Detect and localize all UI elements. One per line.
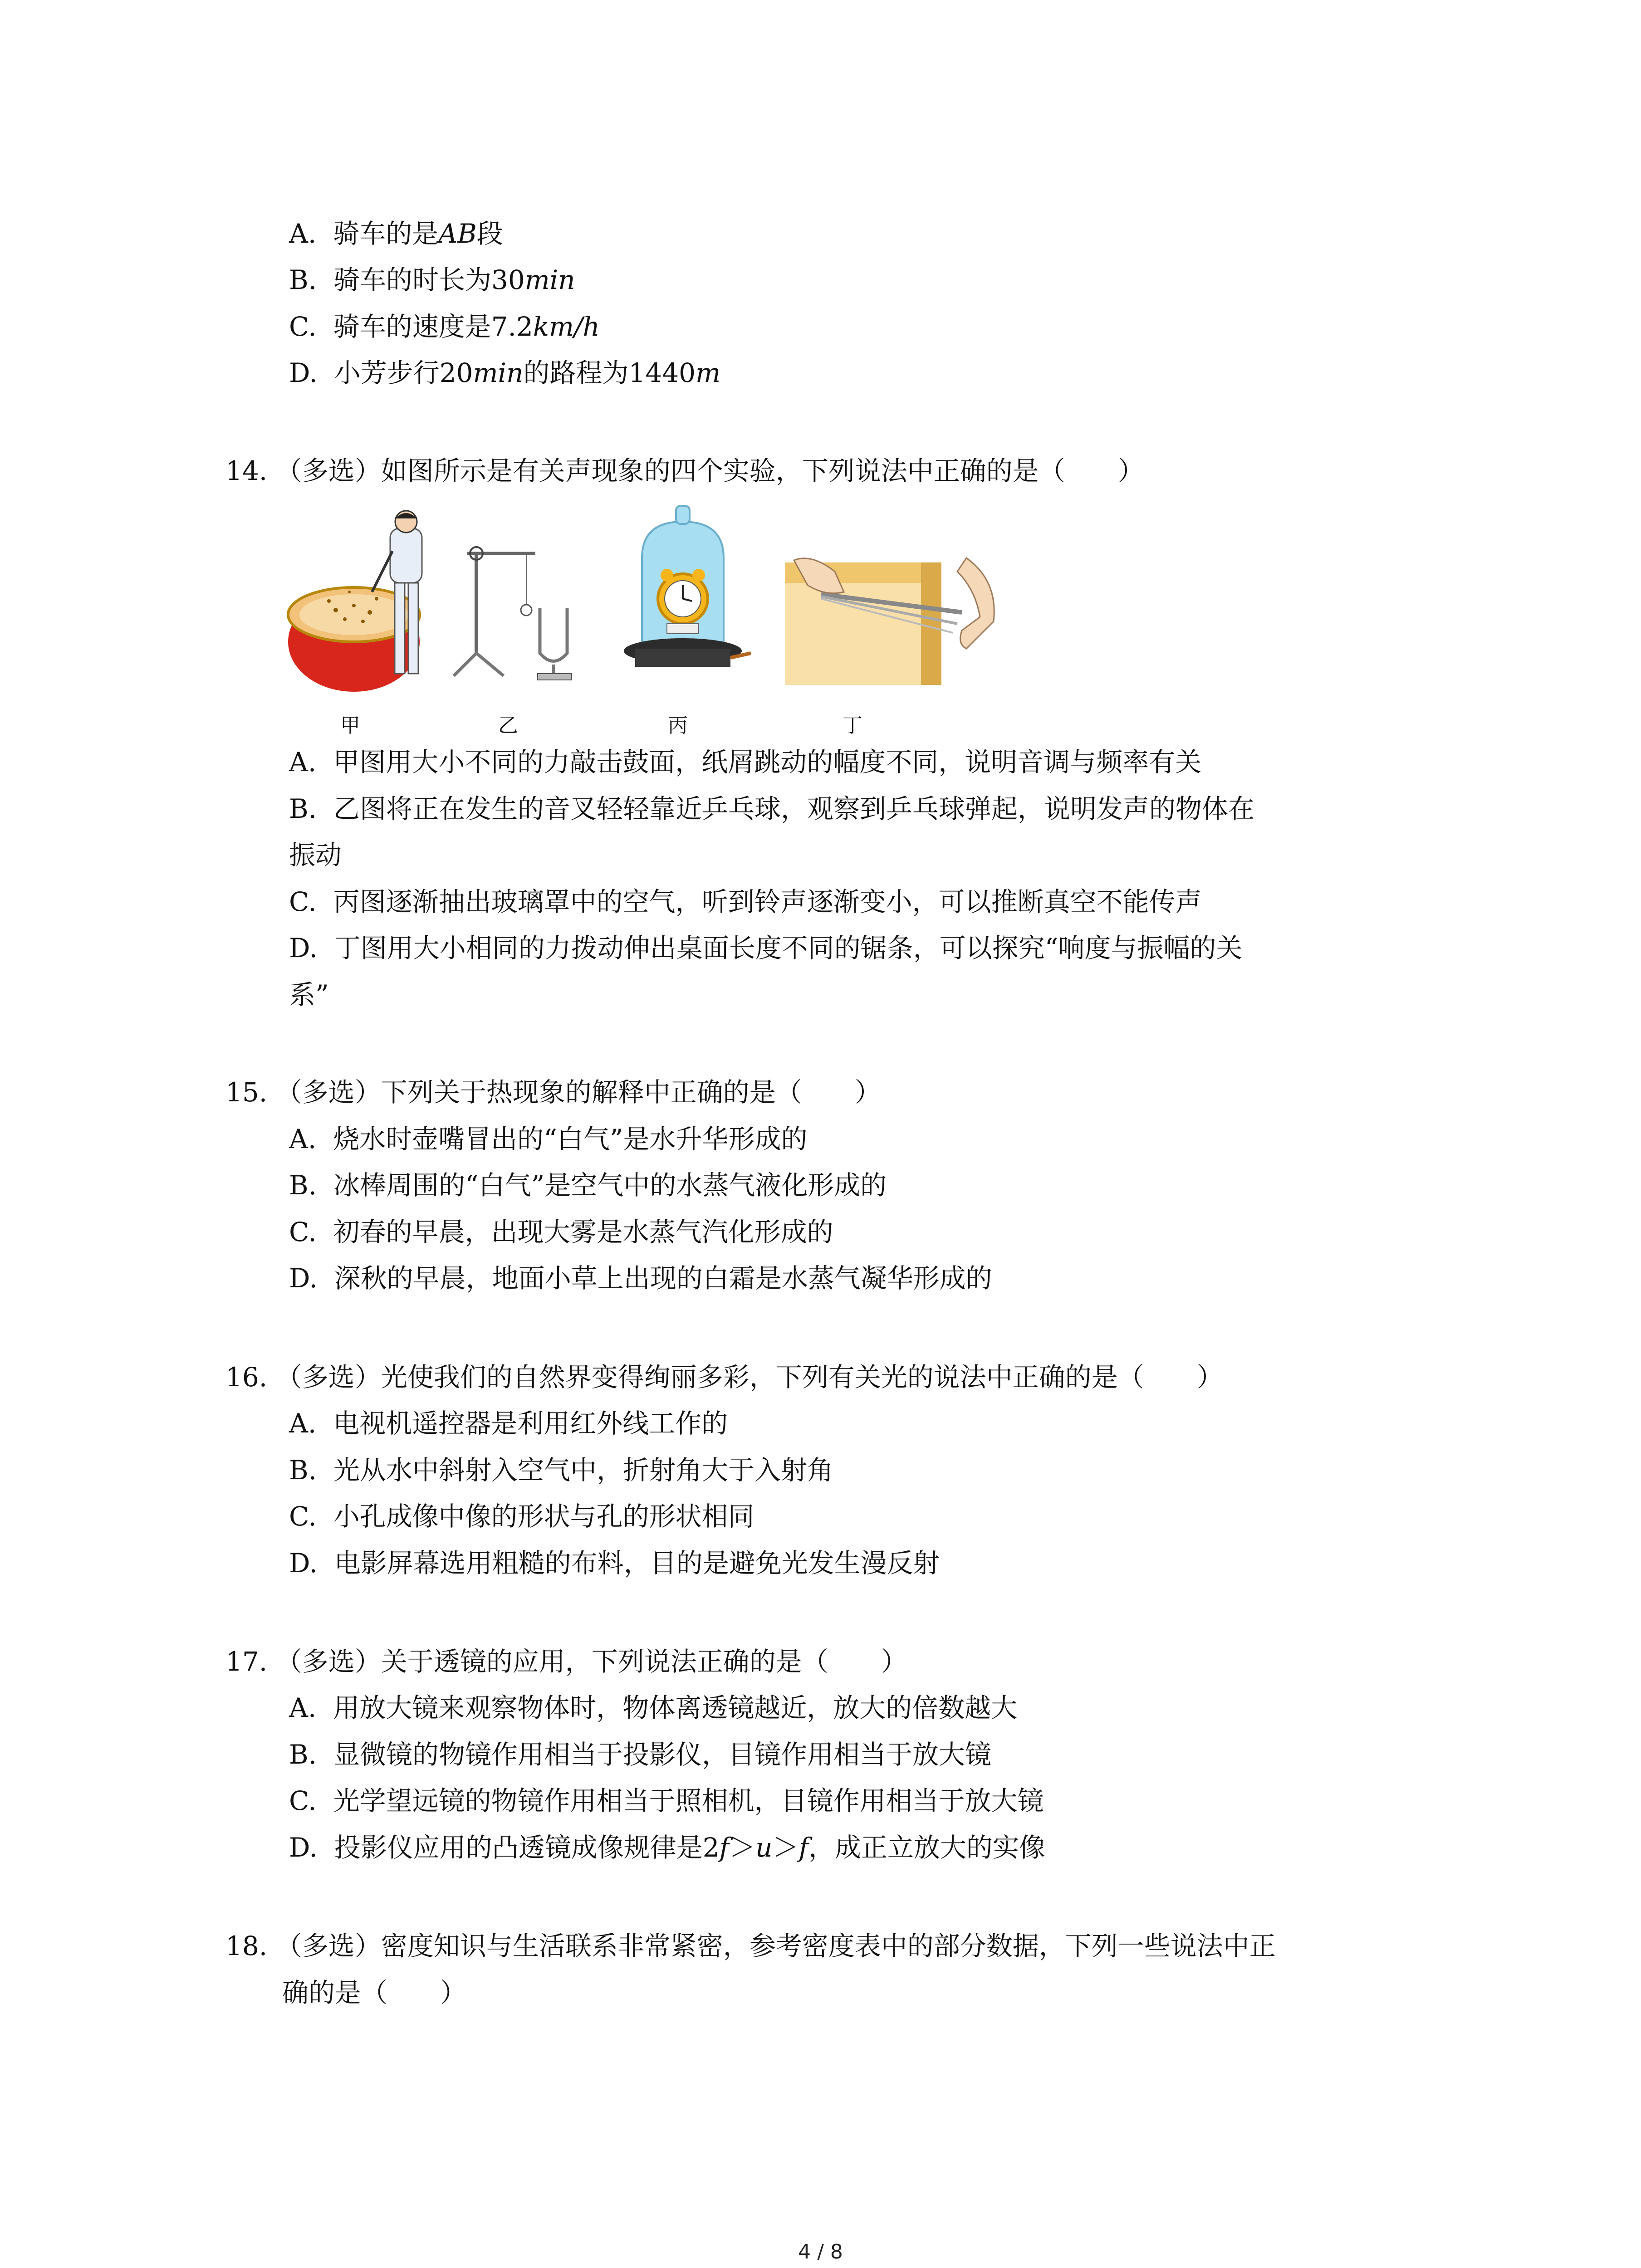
q16-stem: 16. （多选）光使我们的自然界变得绚丽多彩，下列有关光的说法中正确的是（ ） [225, 1362, 1223, 1393]
q15-option-b: B. 冰棒周围的“白气”是空气中的水蒸气液化形成的 [289, 1170, 887, 1201]
q15-stem: 15. （多选）下列关于热现象的解释中正确的是（ ） [225, 1077, 881, 1108]
q18-stem: 18. （多选）密度知识与生活联系非常紧密，参考密度表中的部分数据，下列一些说法中正 [225, 1931, 1276, 1961]
q15-option-c: C. 初春的早晨，出现大雾是水蒸气汽化形成的 [289, 1217, 833, 1247]
figure-caption-bing: 丙 [668, 714, 688, 737]
q17-option-d: D. 投影仪应用的凸透镜成像规律是2f＞u＞f，成正立放大的实像 [289, 1832, 1045, 1863]
q14-option-d: D. 丁图用大小相同的力拨动伸出桌面长度不同的锯条，可以探究“响度与振幅的关 [289, 933, 1243, 963]
figure-caption-yi: 乙 [498, 714, 518, 737]
q17-stem: 17. （多选）关于透镜的应用，下列说法正确的是（ ） [225, 1646, 907, 1677]
q15-option-d: D. 深秋的早晨，地面小草上出现的白霜是水蒸气凝华形成的 [289, 1263, 992, 1294]
figure-jia-drum [286, 510, 440, 699]
q16-option-d: D. 电影屏幕选用粗糙的布料，目的是避免光发生漫反射 [289, 1548, 940, 1579]
figure-yi-tuning-fork [449, 540, 585, 689]
q14-option-b: B. 乙图将正在发生的音叉轻轻靠近乒乓球，观察到乒乓球弹起，说明发声的物体在 [289, 793, 1254, 824]
q17-option-a: A. 用放大镜来观察物体时，物体离透镜越近，放大的倍数越大 [289, 1692, 1018, 1723]
q13-option-b: B. 骑车的时长为30min [289, 264, 575, 295]
figure-caption-jia: 甲 [340, 714, 360, 737]
q13-option-c: C. 骑车的速度是7.2km/h [289, 311, 600, 342]
q16-option-a: A. 电视机遥控器是利用红外线工作的 [289, 1408, 728, 1439]
q13-option-d: D. 小芳步行20min的路程为1440m [289, 357, 721, 388]
figure-ding-saw-blade [785, 553, 1012, 689]
q15-option-a: A. 烧水时壶嘴冒出的“白气”是水升华形成的 [289, 1124, 808, 1154]
q17-option-b: B. 显微镜的物镜作用相当于投影仪，目镜作用相当于放大镜 [289, 1739, 991, 1770]
q13-option-a: A. 骑车的是AB段 [289, 218, 503, 249]
q14-option-c: C. 丙图逐渐抽出玻璃罩中的空气，听到铃声逐渐变小，可以推断真空不能传声 [289, 886, 1202, 917]
q16-option-c: C. 小孔成像中像的形状与孔的形状相同 [289, 1501, 754, 1532]
page-number: 4 / 8 [798, 2240, 843, 2263]
q14-option-b-continued: 振动 [289, 840, 342, 870]
figure-caption-ding: 丁 [843, 714, 862, 737]
q14-option-d-continued: 系” [289, 979, 329, 1010]
q14-option-a: A. 甲图用大小不同的力敲击鼓面，纸屑跳动的幅度不同，说明音调与频率有关 [289, 747, 1202, 777]
q18-stem-continued: 确的是（ ） [282, 1977, 467, 2008]
q16-option-b: B. 光从水中斜射入空气中，折射角大于入射角 [289, 1455, 833, 1486]
q17-option-c: C. 光学望远镜的物镜作用相当于照相机，目镜作用相当于放大镜 [289, 1785, 1044, 1816]
figure-bing-bell-jar [615, 503, 755, 694]
q14-stem: 14. （多选）如图所示是有关声现象的四个实验，下列说法中正确的是（ ） [225, 455, 1144, 486]
